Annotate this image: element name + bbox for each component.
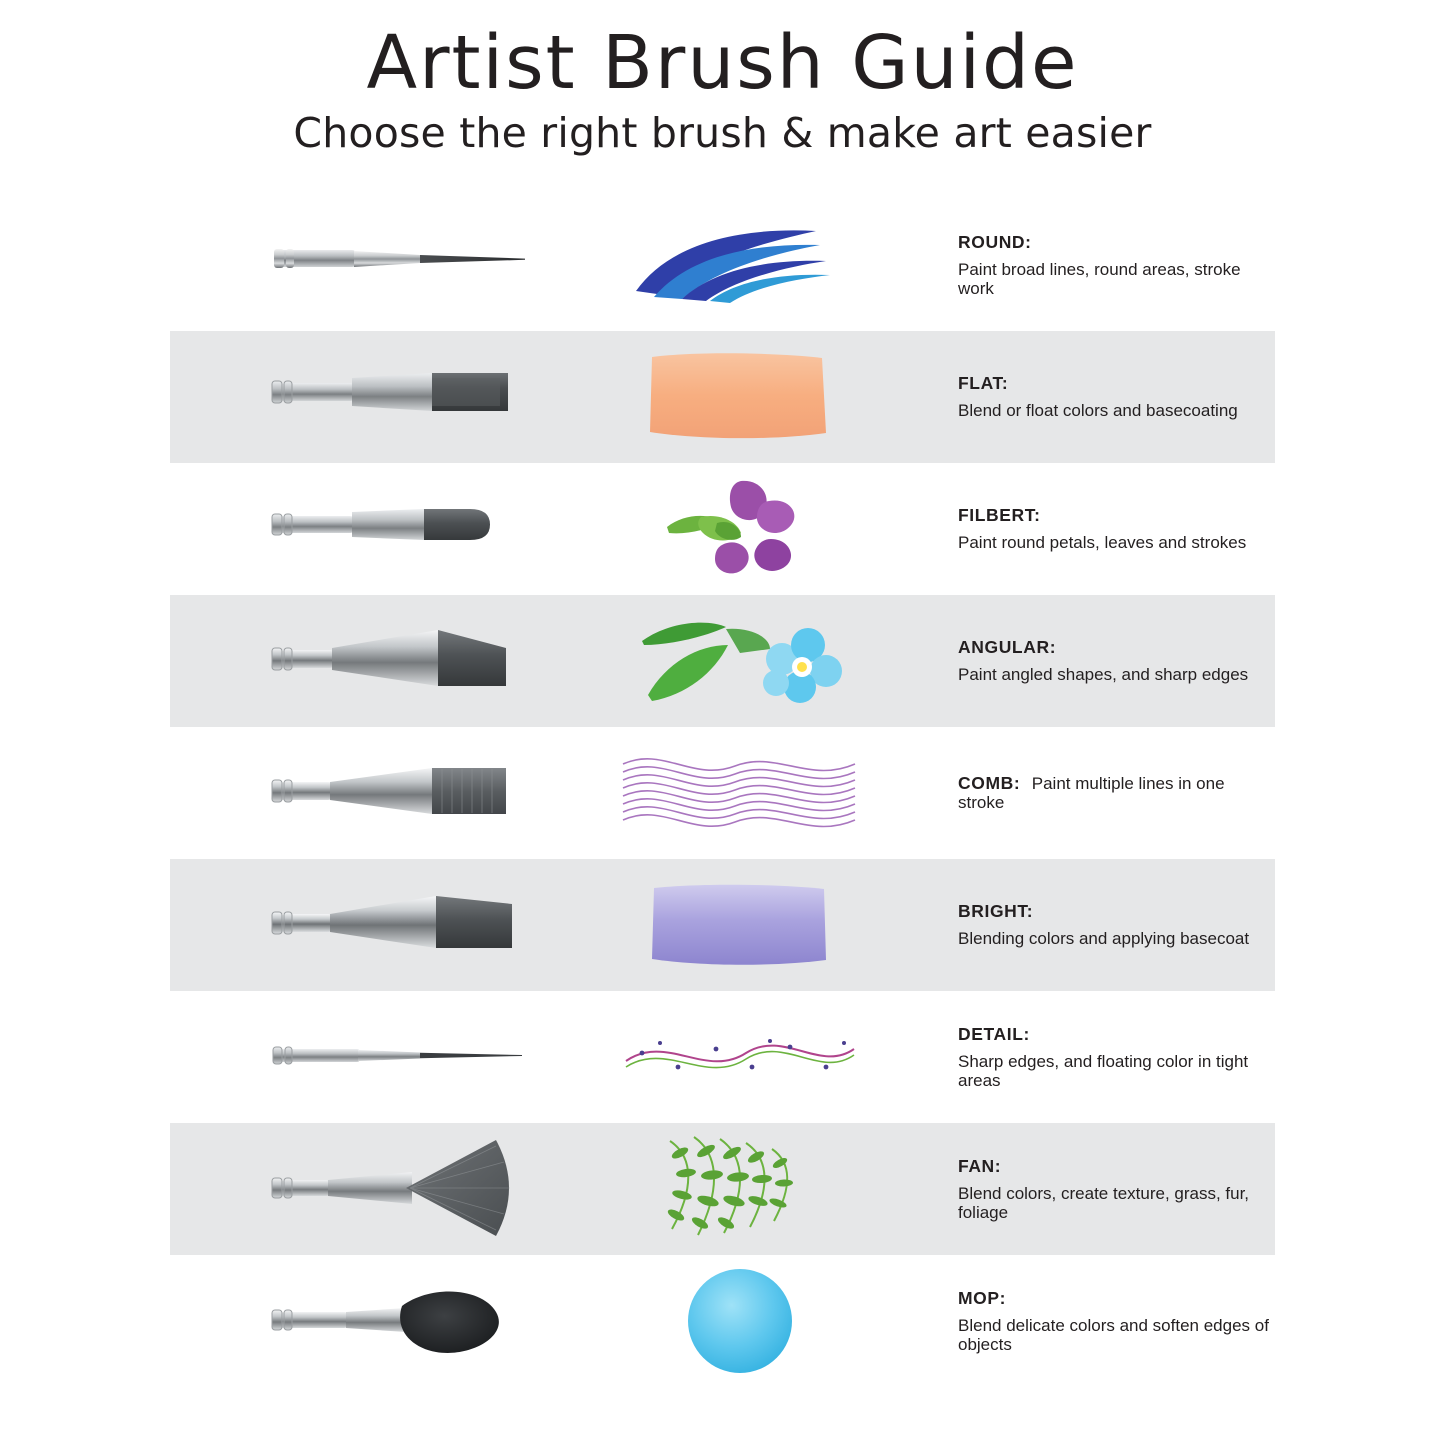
filbert-flower-swatch [645, 469, 835, 589]
brush-label: FILBERT: [958, 505, 1041, 525]
brush-row-mop [170, 1255, 1275, 1387]
brush-description: Blend delicate colors and soften edges of objects [958, 1315, 1269, 1354]
comb-waves-swatch [615, 748, 865, 838]
brush-row-comb [170, 727, 1275, 859]
brush-description: Paint round petals, leaves and strokes [958, 533, 1247, 553]
flat-brush-icon [170, 342, 590, 452]
round-stroke-swatch [630, 225, 850, 305]
brush-image-cell [170, 331, 590, 463]
brush-row-round [170, 199, 1275, 331]
brush-description: Paint angled shapes, and sharp edges [958, 665, 1249, 685]
brush-label: FLAT: [958, 373, 1009, 393]
brush-text-cell [890, 1289, 1275, 1355]
brush-text-cell [890, 1157, 1275, 1223]
swatch-cell [590, 859, 890, 991]
brush-description: Paint broad lines, round areas, stroke work [958, 259, 1241, 298]
brush-label: ANGULAR: [958, 637, 1057, 657]
brush-description: Paint multiple lines in one stroke [958, 773, 1225, 812]
angular-brush-icon [170, 606, 590, 716]
brush-image-cell [170, 199, 590, 331]
brush-image-cell [170, 991, 590, 1123]
angular-flower-swatch [630, 601, 850, 721]
brush-image-cell [170, 727, 590, 859]
brush-row-angular [170, 595, 1275, 727]
brush-list [0, 199, 1445, 1387]
brush-row-fan [170, 1123, 1275, 1255]
mop-brush-icon [170, 1266, 590, 1376]
brush-description: Sharp edges, and floating color in tight areas [958, 1051, 1249, 1090]
brush-row-filbert [170, 463, 1275, 595]
brush-label: MOP: [958, 1287, 1007, 1308]
swatch-cell [590, 727, 890, 859]
brush-image-cell [170, 859, 590, 991]
detail-brush-icon [170, 1002, 590, 1112]
brush-label: FAN: [958, 1155, 1002, 1176]
brush-text-cell [890, 638, 1275, 685]
brush-description: Blend colors, create texture, grass, fur, foliage [958, 1183, 1250, 1222]
brush-row-detail [170, 991, 1275, 1123]
swatch-cell [590, 331, 890, 463]
page-header [0, 0, 1445, 157]
page-title: Artist Brush Guide [366, 20, 1079, 106]
mop-circle-swatch [680, 1261, 800, 1381]
fan-brush-icon [170, 1134, 590, 1244]
swatch-cell [590, 463, 890, 595]
brush-row-flat [170, 331, 1275, 463]
brush-image-cell [170, 463, 590, 595]
fan-foliage-swatch [650, 1129, 830, 1249]
detail-line-swatch [620, 1027, 860, 1087]
swatch-cell [590, 1255, 890, 1387]
swatch-cell [590, 595, 890, 727]
brush-description: Blending colors and applying basecoat [958, 929, 1250, 949]
bright-brush-icon [170, 870, 590, 980]
brush-text-cell [890, 506, 1275, 553]
brush-label: BRIGHT: [958, 901, 1034, 921]
brush-label: COMB: [958, 772, 1021, 793]
page-subtitle: Choose the right brush & make art easier [293, 109, 1152, 158]
brush-text-cell [890, 774, 1275, 813]
brush-description: Blend or float colors and basecoating [958, 401, 1238, 421]
brush-text-cell [890, 374, 1275, 421]
brush-image-cell [170, 595, 590, 727]
brush-image-cell [170, 1255, 590, 1387]
brush-text-cell [890, 233, 1275, 299]
filbert-brush-icon [170, 474, 590, 584]
brush-row-bright [170, 859, 1275, 991]
swatch-cell [590, 1123, 890, 1255]
flat-stroke-swatch [640, 349, 840, 445]
brush-label: DETAIL: [958, 1023, 1030, 1044]
brush-text-cell [890, 902, 1275, 949]
bright-stroke-swatch [640, 880, 840, 970]
round-brush-icon [170, 210, 590, 320]
brush-image-cell [170, 1123, 590, 1255]
swatch-cell [590, 199, 890, 331]
swatch-cell [590, 991, 890, 1123]
brush-text-cell [890, 1025, 1275, 1091]
comb-brush-icon [170, 738, 590, 848]
brush-label: ROUND: [958, 231, 1032, 252]
